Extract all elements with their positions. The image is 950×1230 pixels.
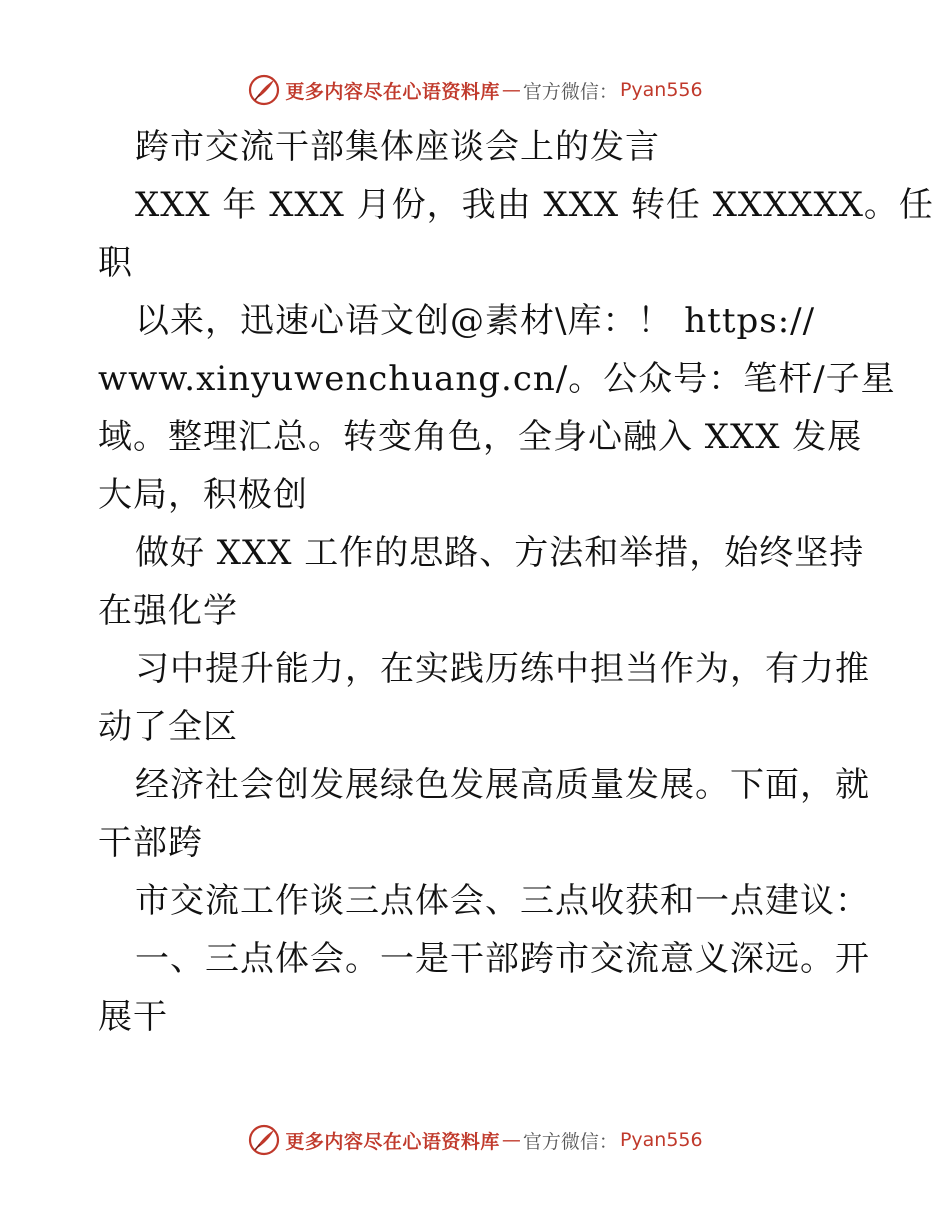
banner-dash: — [501,1129,521,1151]
text-line: www.xinyuwenchuang.cn/。公众号：笔杆/子星 [98,359,896,399]
document-body [98,118,934,1046]
banner-account: Pyan556 [619,79,703,101]
text-line: 以来，迅速心语文创@素材\库：！ https:// [135,301,816,341]
text-line: 动了全区 [98,707,238,747]
banner-official-label: 官方微信： [522,1130,618,1153]
banner-brand: 更多内容尽在心语资料库 [285,1130,500,1153]
text-line: 域。整理汇总。转变角色，全身心融入 XXX 发展 [98,417,863,457]
text-line: XXX 年 XXX 月份，我由 XXX 转任 XXXXXX。任 [135,185,934,225]
text-line: 大局，积极创 [98,475,308,515]
quill-logo-icon [247,1123,281,1157]
footer-banner [0,1120,950,1160]
text-line: 做好 XXX 工作的思路、方法和举措，始终坚持 [135,533,865,573]
text-line: 一、三点体会。一是干部跨市交流意义深远。开 [135,939,870,979]
header-banner [0,70,950,110]
text-line: 职 [98,243,133,283]
banner-account: Pyan556 [619,1129,703,1151]
text-line: 习中提升能力，在实践历练中担当作为，有力推 [135,649,870,689]
banner-brand: 更多内容尽在心语资料库 [285,80,500,103]
text-line: 市交流工作谈三点体会、三点收获和一点建议： [135,881,870,921]
document-title: 跨市交流干部集体座谈会上的发言 [135,127,660,167]
text-line: 干部跨 [98,823,203,863]
text-line: 展干 [98,997,168,1037]
banner-official-label: 官方微信： [522,80,618,103]
quill-logo-icon [247,73,281,107]
text-line: 经济社会创发展绿色发展高质量发展。下面，就 [135,765,870,805]
banner-dash: — [501,79,521,101]
text-line: 在强化学 [98,591,238,631]
